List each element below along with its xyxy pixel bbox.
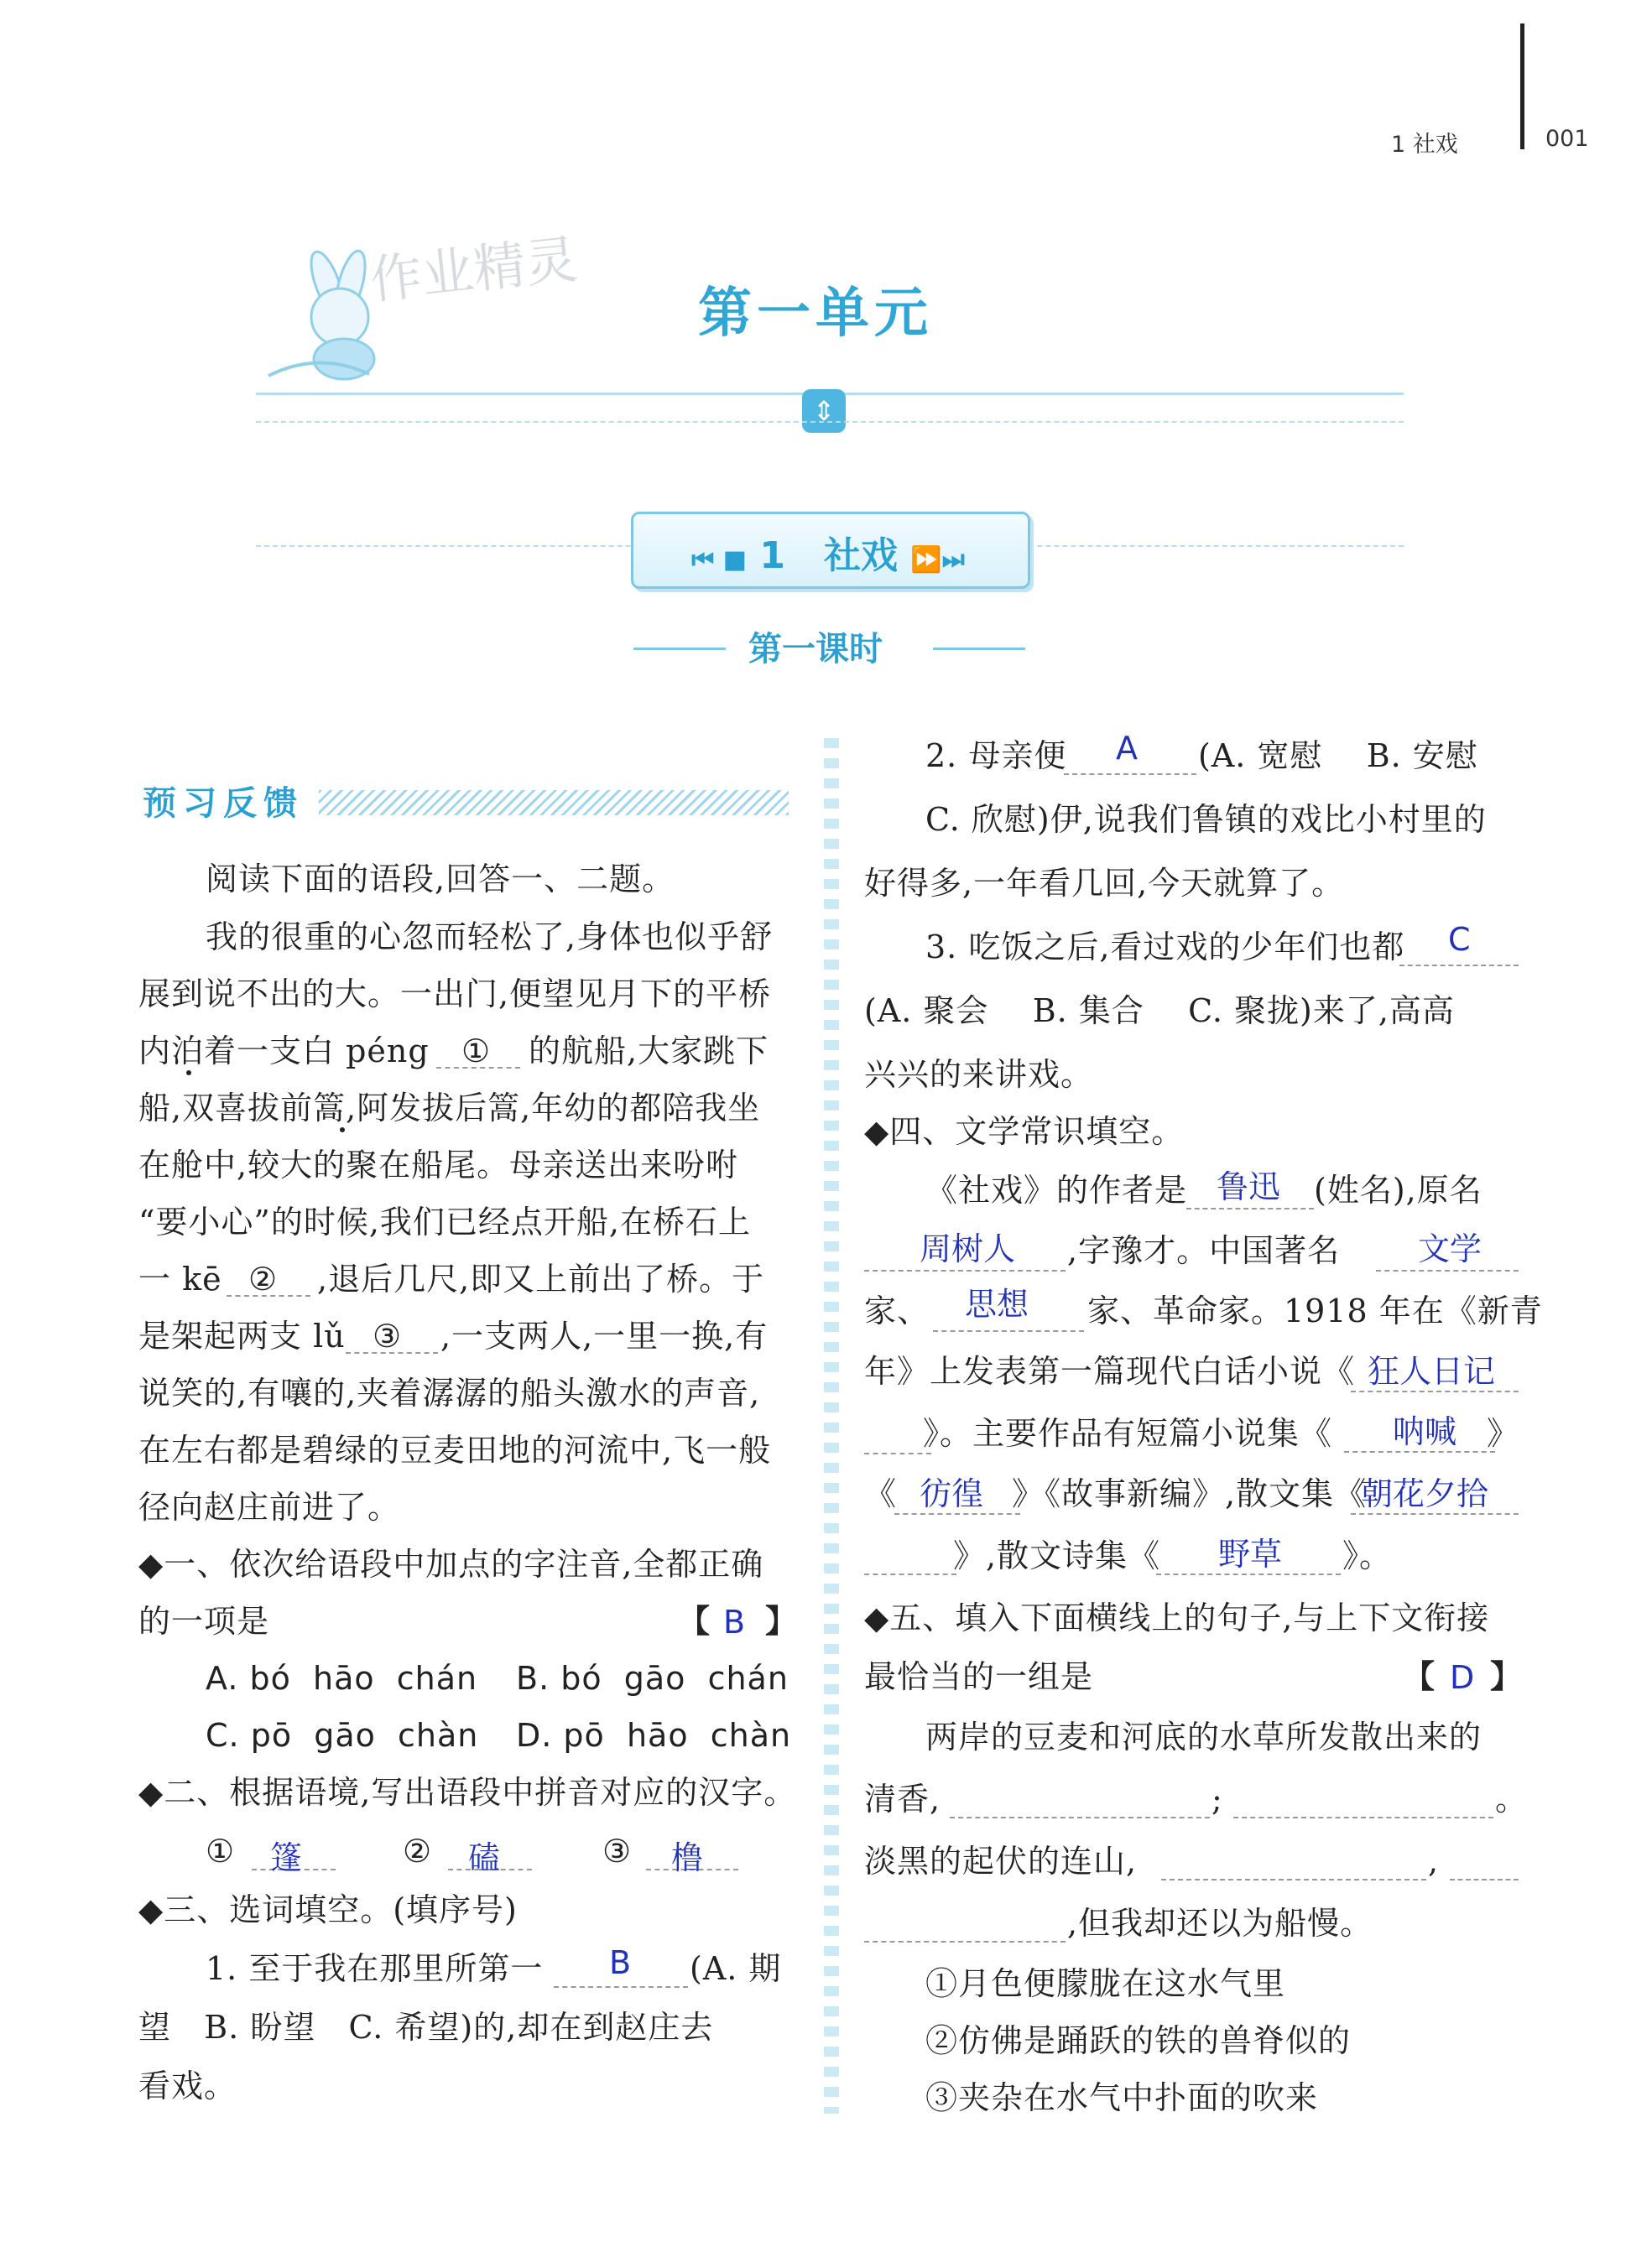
q4-author-answer: 鲁迅 [1217, 1168, 1281, 1205]
q4-essays-answer: 朝花夕拾 [1361, 1475, 1489, 1512]
q3-item-3: 3. 吃饭之后,看过戏的少年们也都 [925, 929, 1405, 965]
skip-forward-icon: ⏩⏭ [910, 545, 965, 575]
option-c: C. pō gāo chàn [206, 1717, 479, 1754]
passage-intro: 阅读下面的语段,回答一、二题。 [206, 861, 675, 897]
q3-item-2: C. 欣慰)伊,说我们鲁镇的戏比小村里的 [925, 801, 1487, 838]
q5-blank-1[interactable] [950, 1817, 1210, 1818]
question-2-answer-3: 橹 [671, 1839, 704, 1876]
q5-passage: 两岸的豆麦和河底的水草所发散出来的 [925, 1719, 1482, 1756]
q4-poems-answer: 野草 [1218, 1536, 1283, 1573]
period-rule-right [933, 648, 1025, 650]
center-toggle-icon: ⇕ [802, 389, 846, 433]
passage-line: 在左右都是碧绿的豆麦田地的河流中,飞一般 [138, 1432, 772, 1469]
question-1-answer: B [723, 1604, 746, 1641]
passage-line: ,退后几尺,即又上前出了桥。于 [317, 1261, 765, 1298]
q5-passage: 淡黑的起伏的连山, [864, 1843, 1138, 1880]
question-1-stem: ◆一、依次给语段中加点的字注音,全都正确 [138, 1546, 764, 1583]
question-2-answer-2: 磕 [468, 1839, 501, 1876]
q4-text: 》,散文诗集《 [953, 1537, 1161, 1574]
question-3-stem: ◆三、选词填空。(填序号) [138, 1891, 518, 1928]
option-b: B. bó gāo chán [516, 1660, 789, 1697]
answer-line [1399, 965, 1519, 966]
q3-item-3: (A. 聚会 B. 集合 C. 聚拢)来了,高高 [864, 992, 1455, 1029]
blank-number: ② [403, 1833, 433, 1870]
answer-line [864, 1453, 931, 1454]
q4-text: 家、革命家。1918 年在《新青 [1087, 1293, 1543, 1329]
unit-title: 第一单元 [698, 283, 933, 345]
q4-collection1-answer: 呐喊 [1393, 1413, 1457, 1450]
q4-collection2-answer: 彷徨 [920, 1475, 984, 1512]
q4-realname-answer: 周树人 [920, 1230, 1016, 1267]
q4-text: 年》上发表第一篇现代白话小说《 [864, 1353, 1356, 1390]
q5-passage: ; [1212, 1781, 1223, 1818]
q5-blank-3-cont[interactable] [864, 1941, 1066, 1943]
blank-number: ① [461, 1033, 492, 1069]
lesson-title [631, 525, 1025, 579]
q5-option-2: ②仿佛是踊跃的铁的兽脊似的 [925, 2022, 1352, 2059]
option-a: A. bó hāo chán [206, 1660, 478, 1697]
passage-line: 我的很重的心忽而轻松了,身体也似乎舒 [206, 918, 774, 955]
passage-line: 展到说不出的大。一出门,便望见月下的平桥 [138, 975, 772, 1012]
question-5-stem: 最恰当的一组是 [864, 1658, 1094, 1695]
question-4-stem: ◆四、文学常识填空。 [864, 1113, 1185, 1150]
question-2-stem: ◆二、根据语境,写出语段中拼音对应的汉字。 [138, 1774, 797, 1811]
passage-line: 径向赵庄前进了。 [138, 1489, 401, 1526]
q4-type2-answer: 思想 [965, 1286, 1029, 1323]
column-divider [824, 738, 839, 2114]
section-heading-hatch [319, 790, 789, 815]
answer-line [933, 1330, 1084, 1332]
q4-text: 》。 [1342, 1537, 1393, 1574]
q5-blank-3[interactable] [1161, 1879, 1426, 1880]
q3-item-2: 好得多,一年看几回,今天就算了。 [864, 865, 1345, 902]
answer-bracket-left: 【 [1403, 1657, 1436, 1695]
q4-text: 》。主要作品有短篇小说集《 [923, 1415, 1333, 1452]
header-rule [1520, 23, 1524, 149]
q3-item-1: 看戏。 [138, 2068, 237, 2104]
page-number: 001 [1545, 126, 1589, 152]
q5-passage: , [1428, 1843, 1440, 1880]
question-2-answer-1: 篷 [270, 1839, 303, 1876]
q5-passage: 清香, [864, 1781, 941, 1818]
passage-line: 在舱中,较大的聚在船尾。母亲送出来吩咐 [138, 1147, 739, 1183]
question-5-stem: ◆五、填入下面横线上的句子,与上下文衔接 [864, 1600, 1490, 1636]
answer-line [1064, 773, 1196, 775]
q5-passage: ,但我却还以为船慢。 [1067, 1905, 1373, 1942]
q4-text: 家、 [864, 1293, 930, 1329]
q5-passage: 。 [1495, 1781, 1529, 1818]
q4-text: (姓名),原名 [1314, 1172, 1482, 1209]
q3-item-2-answer: A [1116, 730, 1138, 767]
emphasis-dot [186, 1070, 191, 1075]
q4-text: 《 [864, 1475, 898, 1512]
period-title: 第一课时 [748, 630, 883, 668]
q5-blank-2[interactable] [1233, 1817, 1493, 1818]
q4-text: 《社戏》的作者是 [925, 1172, 1188, 1209]
question-1-stem: 的一项是 [138, 1603, 270, 1640]
blank-number: ② [248, 1261, 279, 1298]
passage-line: 是架起两支 lǔ [138, 1318, 346, 1355]
answer-line [864, 1270, 1066, 1272]
q3-item-2: (A. 宽慰 B. 安慰 [1198, 737, 1478, 774]
passage-line: ,一支两人,一里一换,有 [440, 1318, 769, 1355]
running-header-chapter: 1 社戏 [1391, 132, 1458, 158]
answer-line [1376, 1270, 1519, 1272]
emphasis-dot [340, 1127, 345, 1132]
passage-line: 说笑的,有嚷的,夹着潺潺的船头激水的声音, [138, 1375, 761, 1412]
question-5-answer: D [1450, 1659, 1475, 1696]
q4-text: 》 [1487, 1415, 1520, 1452]
passage-line: 船,双喜拔前篙,阿发拔后篙,年幼的都陪我坐 [138, 1090, 761, 1126]
answer-bracket-left: 【 [678, 1602, 711, 1640]
q4-type1-answer: 文学 [1418, 1230, 1482, 1267]
q3-item-2: 2. 母亲便 [925, 737, 1067, 774]
q3-item-1: 望 B. 盼望 C. 希望)的,却在到赵庄去 [138, 2009, 714, 2046]
skip-back-icon: ⏮ ■ [691, 545, 748, 575]
passage-line: 内泊着一支白 péng [138, 1033, 430, 1069]
q3-item-1-answer: B [609, 1944, 632, 1981]
blank-number: ③ [602, 1833, 633, 1870]
q4-text: 》《故事新编》,散文集《 [1012, 1475, 1368, 1512]
blank-number: ① [206, 1833, 236, 1870]
passage-line: “要小心”的时候,我们已经点开船,在桥石上 [138, 1204, 752, 1241]
unit-title-rule-lower [256, 421, 1404, 423]
lesson-number: 1 [759, 534, 786, 577]
answer-line [554, 1986, 688, 1988]
answer-line [1186, 1208, 1314, 1209]
q5-option-3: ③夹杂在水气中扑面的吹来 [925, 2079, 1319, 2116]
q4-story-answer: 狂人日记 [1368, 1353, 1496, 1390]
option-d: D. pō hāo chàn [516, 1717, 792, 1754]
answer-bracket-right: 】 [765, 1602, 799, 1640]
q3-item-1: (A. 期 [690, 1950, 782, 1987]
q5-option-1: ①月色便朦胧在这水气里 [925, 1965, 1286, 2002]
answer-line [864, 1574, 956, 1575]
watermark-text: 作业精灵 [367, 228, 581, 311]
q3-item-1: 1. 至于我在那里所第一 [206, 1950, 544, 1987]
q4-text: ,字豫才。中国著名 [1067, 1232, 1341, 1269]
passage-line: 一 kē [138, 1261, 222, 1298]
passage-line: 的航船,大家跳下 [529, 1033, 769, 1069]
lesson-name: 社戏 [824, 534, 899, 577]
q5-blank-3-end[interactable] [1450, 1879, 1519, 1880]
q3-item-3-answer: C [1448, 921, 1471, 958]
section-heading: 预习反馈 [143, 784, 304, 823]
answer-bracket-right: 】 [1490, 1657, 1524, 1695]
blank-number: ③ [373, 1318, 403, 1355]
q3-item-3: 兴兴的来讲戏。 [864, 1056, 1094, 1093]
